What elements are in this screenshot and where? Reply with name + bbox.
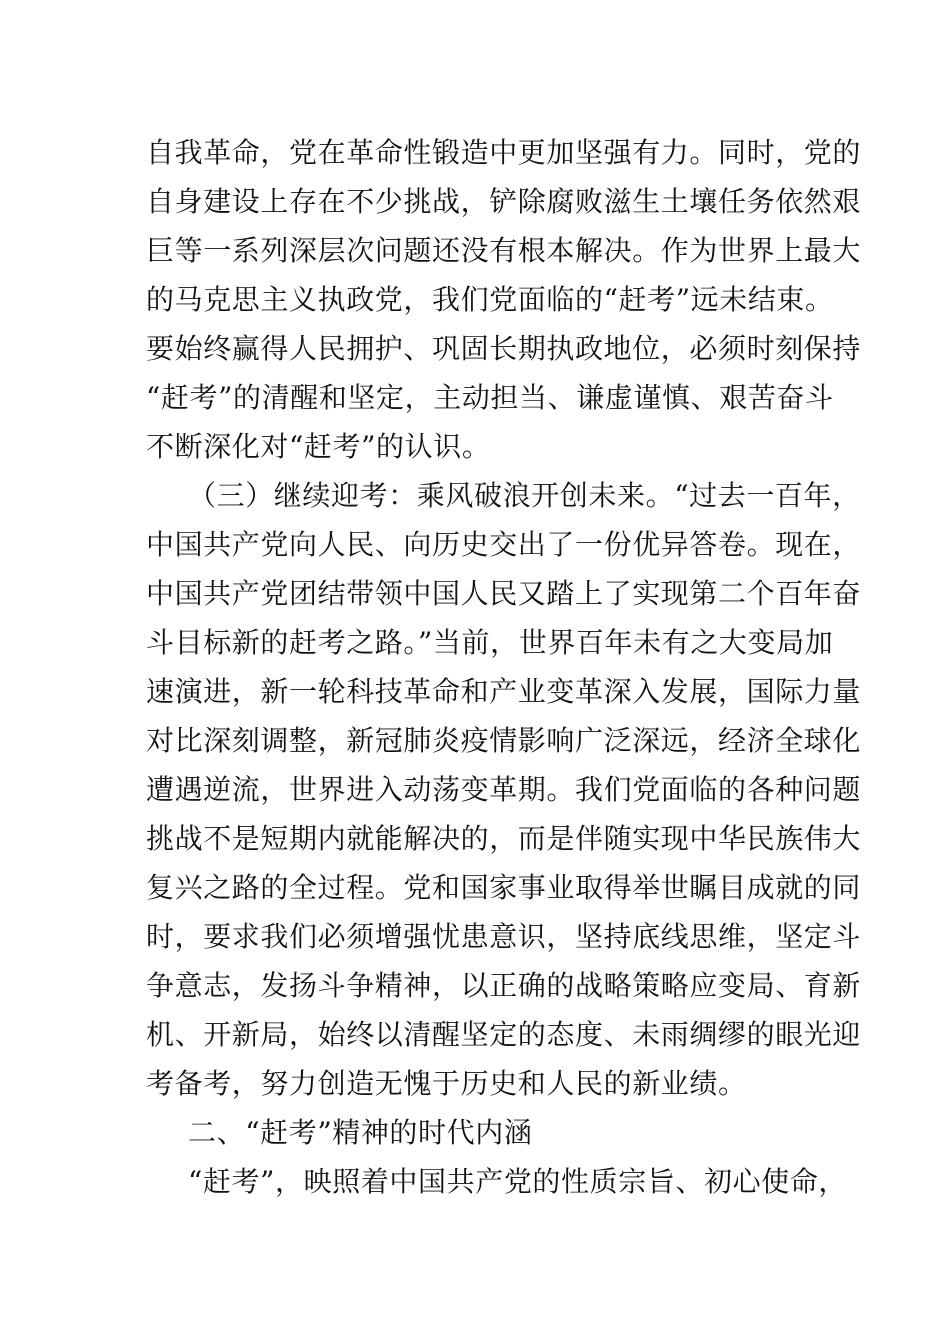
body-text xyxy=(146,128,862,1206)
text-line: 巨等一系列深层次问题还没有根本解决。作为世界上最大 xyxy=(146,234,862,267)
text-line: 机、开新局，始终以清醒坚定的态度、未雨绸缪的眼光迎 xyxy=(146,1018,862,1051)
text-line: 要始终赢得人民拥护、巩固长期执政地位，必须时刻保持 xyxy=(146,332,862,365)
text-line: 斗目标新的赶考之路。”当前，世界百年未有之大变局加 xyxy=(146,626,834,659)
text-line: 挑战不是短期内就能解决的，而是伴随实现中华民族伟大 xyxy=(146,822,862,855)
text-line: 速演进，新一轮科技革命和产业变革深入发展，国际力量 xyxy=(146,675,862,708)
text-line: “赶考”的清醒和坚定，主动担当、谦虚谨慎、艰苦奋斗 xyxy=(146,381,834,414)
text-line: 争意志，发扬斗争精神，以正确的战略策略应变局、育新 xyxy=(146,969,862,1002)
text-line: 的马克思主义执政党，我们党面临的“赶考”远未结束。 xyxy=(146,283,834,316)
paragraph-start-line: （三）继续迎考：乘风破浪开创未来。“过去一百年， xyxy=(188,479,861,512)
text-line: 考备考，努力创造无愧于历史和人民的新业绩。 xyxy=(146,1067,747,1100)
text-line: 复兴之路的全过程。党和国家事业取得举世瞩目成就的同 xyxy=(146,871,862,904)
text-line: 中国共产党团结带领中国人民又踏上了实现第二个百年奋 xyxy=(146,577,862,610)
text-line: 对比深刻调整，新冠肺炎疫情影响广泛深远，经济全球化 xyxy=(146,724,862,757)
text-line: 中国共产党向人民、向历史交出了一份优异答卷。现在， xyxy=(146,528,862,561)
paragraph-start-line: “赶考”，映照着中国共产党的性质宗旨、初心使命， xyxy=(188,1165,848,1198)
section-heading: 二、“赶考”精神的时代内涵 xyxy=(188,1116,533,1149)
text-line: 遭遇逆流，世界进入动荡变革期。我们党面临的各种问题 xyxy=(146,773,862,806)
text-line: 自我革命，党在革命性锻造中更加坚强有力。同时，党的 xyxy=(146,136,862,169)
text-line: 时，要求我们必须增强忧患意识，坚持底线思维，坚定斗 xyxy=(146,920,862,953)
text-line: 不断深化对“赶考”的认识。 xyxy=(146,430,491,463)
text-line: 自身建设上存在不少挑战，铲除腐败滋生土壤任务依然艰 xyxy=(146,185,862,218)
